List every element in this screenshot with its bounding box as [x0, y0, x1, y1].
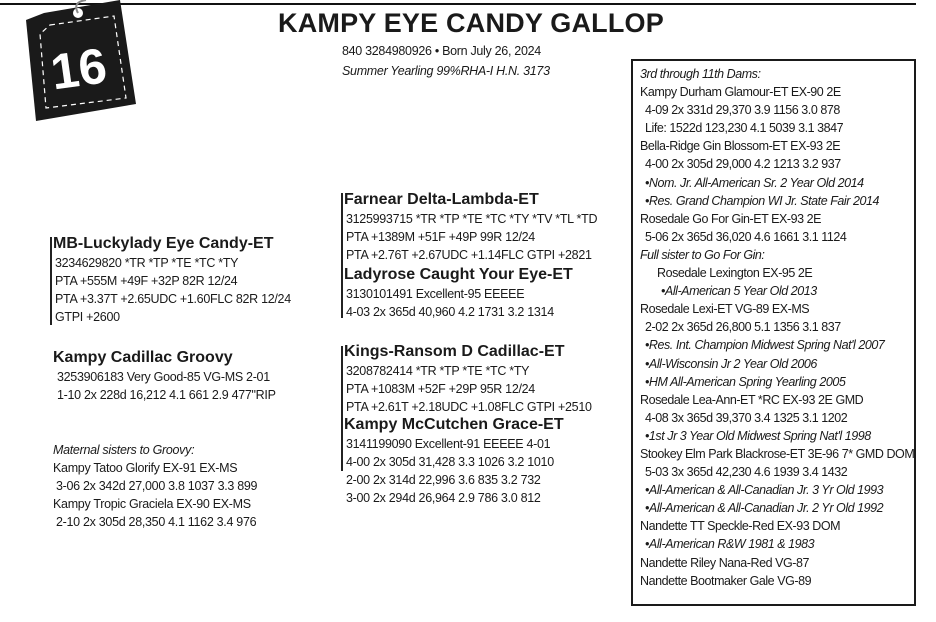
dam-entry: Nandette Bootmaker Gale VG-89	[640, 573, 812, 588]
dam-dam-line: 2-00 2x 314d 22,996 3.6 835 3.2 732	[346, 473, 541, 487]
dam-entry: Full sister to Go For Gin:	[640, 247, 765, 262]
dam-entry: Stookey Elm Park Blackrose-ET 3E-96 7* GMD DOM	[640, 446, 915, 461]
dam-entry: •All-Wisconsin Jr 2 Year Old 2006	[645, 356, 817, 371]
maternal-sisters-heading: Maternal sisters to Groovy:	[53, 443, 195, 457]
dam-entry: Rosedale Lexington EX-95 2E	[657, 266, 813, 281]
sire-sire-line: 3125993715 *TR *TP *TE *TC *TY *TV *TL *TD	[346, 212, 598, 226]
dam-entry: Rosedale Lea-Ann-ET *RC EX-93 2E GMD	[640, 392, 864, 407]
sister-line: 2-10 2x 305d 28,350 4.1 1162 3.4 976	[56, 515, 257, 529]
dam-entry: •Res. Grand Champion WI Jr. State Fair 2014	[645, 193, 879, 208]
dam-dam-block	[344, 415, 564, 507]
sire-bracket	[50, 237, 52, 325]
lot-number: 16	[47, 37, 111, 101]
page-title: KAMPY EYE CANDY GALLOP	[278, 8, 664, 38]
dam-sire-line: 3208782414 *TR *TP *TE *TC *TY	[346, 364, 530, 378]
dam-entry: Bella-Ridge Gin Blossom-ET EX-93 2E	[640, 139, 841, 154]
dam-entry: Nandette Riley Nana-Red VG-87	[640, 555, 809, 570]
dam-dam-line: 3-00 2x 294d 26,964 2.9 786 3.0 812	[346, 491, 541, 505]
dam-entry: 4-08 3x 365d 39,370 3.4 1325 3.1 1202	[645, 410, 848, 425]
sire-sire-block	[344, 190, 597, 264]
lot-tag-icon	[14, 0, 138, 124]
sire-line: PTA +555M +49F +32P 82R 12/24	[55, 274, 238, 288]
sire-dam-line: 3130101491 Excellent-95 EEEEE	[346, 287, 525, 301]
dam-sire-line: PTA +1083M +52F +29P 95R 12/24	[346, 382, 535, 396]
dam-dam-line: 3141199090 Excellent-91 EEEEE 4-01	[346, 437, 551, 451]
dam-block	[53, 348, 276, 404]
dam-line: 1-10 2x 228d 16,212 4.1 661 2.9 477"RIP	[57, 388, 276, 402]
dam-entry: Rosedale Go For Gin-ET EX-93 2E	[640, 211, 822, 226]
sire-parents-bracket	[341, 193, 343, 318]
dam-entry: •Nom. Jr. All-American Sr. 2 Year Old 2014	[645, 175, 864, 190]
dam-line: 3253906183 Very Good-85 VG-MS 2-01	[57, 370, 270, 384]
dam-parents-bracket	[341, 346, 343, 471]
dam-entry: Nandette TT Speckle-Red EX-93 DOM	[640, 519, 841, 534]
sister-line: 3-06 2x 342d 27,000 3.8 1037 3.3 899	[56, 479, 258, 493]
sire-dam-name: Ladyrose Caught Your Eye-ET	[344, 266, 573, 283]
dam-entry: 4-09 2x 331d 29,370 3.9 1156 3.0 878	[645, 103, 840, 118]
sire-block	[53, 234, 291, 326]
maternal-sisters	[53, 441, 257, 531]
dam-dam-line: 4-00 2x 305d 31,428 3.3 1026 3.2 1010	[346, 455, 554, 469]
dam-entry: •HM All-American Spring Yearling 2005	[645, 374, 846, 389]
sister-line: Kampy Tropic Graciela EX-90 EX-MS	[53, 497, 251, 511]
sire-sire-name: Farnear Delta-Lambda-ET	[344, 191, 539, 208]
sire-name: MB-Luckylady Eye Candy-ET	[53, 235, 274, 252]
dam-name: Kampy Cadillac Groovy	[53, 349, 233, 366]
dam-entry: 2-02 2x 365d 26,800 5.1 1356 3.1 837	[645, 320, 841, 335]
dam-sire-block	[344, 342, 592, 416]
sire-line: PTA +3.37T +2.65UDC +1.60FLC 82R 12/24	[55, 292, 291, 306]
sire-dam-line: 4-03 2x 365d 40,960 4.2 1731 3.2 1314	[346, 305, 554, 319]
sire-sire-line: PTA +1389M +51F +49P 99R 12/24	[346, 230, 535, 244]
sire-line: 3234629820 *TR *TP *TE *TC *TY	[55, 256, 239, 270]
sister-line: Kampy Tatoo Glorify EX-91 EX-MS	[53, 461, 238, 475]
dam-entry: •Res. Int. Champion Midwest Spring Nat'l 2007	[645, 338, 885, 353]
dam-entry: 4-00 2x 305d 29,000 4.2 1213 3.2 937	[645, 157, 841, 172]
registration-line: 840 3284980926 • Born July 26, 2024	[342, 44, 541, 58]
dams-box	[631, 59, 916, 606]
dam-entry: Rosedale Lexi-ET VG-89 EX-MS	[640, 302, 810, 317]
dam-entry: 5-06 2x 365d 36,020 4.6 1661 3.1 1124	[645, 229, 847, 244]
sire-sire-line: PTA +2.76T +2.67UDC +1.14FLC GTPI +2821	[346, 248, 592, 262]
dam-entry: Life: 1522d 123,230 4.1 5039 3.1 3847	[645, 121, 844, 136]
sire-dam-block	[344, 265, 573, 321]
dam-entry: Kampy Durham Glamour-ET EX-90 2E	[640, 85, 841, 100]
dam-entry: •All-American & All-Canadian Jr. 3 Yr Old 1993	[645, 483, 884, 498]
dam-entry: 5-03 3x 365d 42,230 4.6 1939 3.4 1432	[645, 465, 848, 480]
dam-entry: •All-American 5 Year Old 2013	[661, 284, 817, 299]
dams-heading: 3rd through 11th Dams:	[640, 67, 761, 81]
dam-entry: •1st Jr 3 Year Old Midwest Spring Nat'l 1998	[645, 428, 871, 443]
dam-dam-name: Kampy McCutchen Grace-ET	[344, 416, 564, 433]
class-line: Summer Yearling 99%RHA-I H.N. 3173	[342, 64, 550, 78]
dam-entry: •All-American R&W 1981 & 1983	[645, 537, 815, 552]
sire-line: GTPI +2600	[55, 310, 120, 324]
dam-entry: •All-American & All-Canadian Jr. 2 Yr Old 1992	[645, 501, 884, 516]
dam-sire-line: PTA +2.61T +2.18UDC +1.08FLC GTPI +2510	[346, 400, 592, 414]
dam-sire-name: Kings-Ransom D Cadillac-ET	[344, 343, 565, 360]
